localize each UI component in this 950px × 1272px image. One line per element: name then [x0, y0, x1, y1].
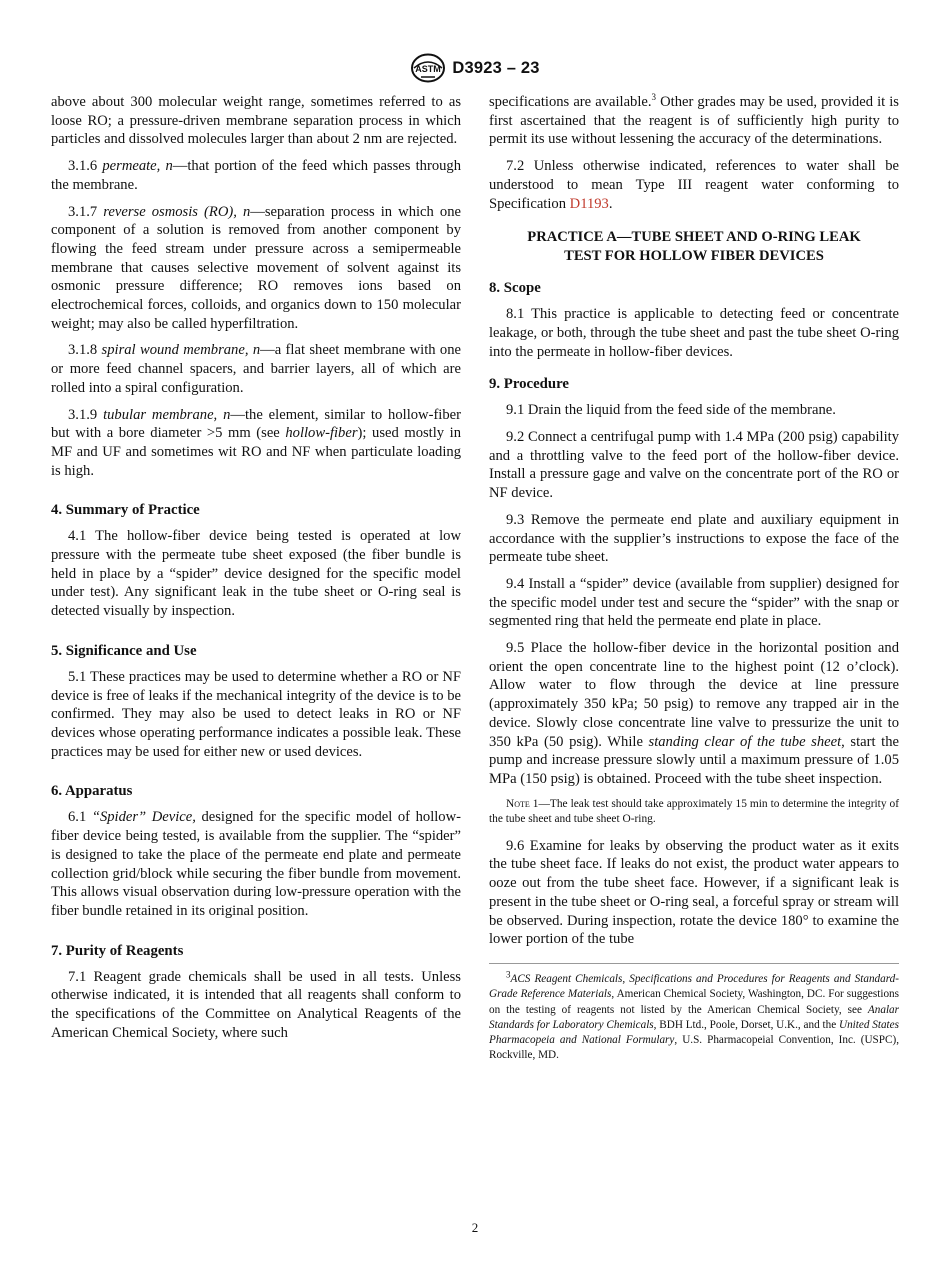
section-heading-9: 9. Procedure: [489, 376, 569, 393]
paragraph-9-6: 9.6 Examine for leaks by observing the product water as it exits the tube sheet face. If leaks do not exist, the product water appears to ooze out from the tube sheet face. However, if a significant leak is present in the tube sheet or O-ring seal, a forceful spray or stream will be observed. During inspection, rotate the device 180° to examine the lower portion of the tube: [489, 837, 899, 948]
paragraph-8-1: 8.1 This practice is applicable to detecting feed or concentrate leakage, or both, through the tube sheet and past the tube sheet O-ring into the permeate in hollow-fiber devices.: [489, 306, 899, 360]
term: tubular membrane, n: [103, 406, 231, 423]
page-header: [0, 50, 950, 86]
specification-link-d1193[interactable]: D1193: [569, 195, 609, 212]
page-number: 2: [471, 1220, 479, 1235]
paragraph-continued: above about 300 molecular weight range, sometimes referred to as loose RO; a pressure-driven membrane separation process in which particles and dissolved molecules larger than about 2 nm are rejected.: [51, 94, 461, 148]
paragraph-9-4: 9.4 Install a “spider” device (available from supplier) designed for the specific model under test and secure the “spider” with the snap or segmented ring that held the permeate end plate in place.: [489, 575, 899, 630]
note-1: Note 1—The leak test should take approximately 15 min to determine the integrity of the tube sheet and tube sheet O-ring.: [489, 797, 899, 825]
footnote-divider: [489, 963, 899, 964]
practice-title: PRACTICE A—TUBE SHEET AND O-RING LEAK TEST FOR HOLLOW FIBER DEVICES: [527, 229, 861, 264]
term: permeate, n: [102, 158, 173, 175]
definition-3-1-8: 3.1.8 spiral wound membrane, n—a flat sheet membrane with one or more feed channel spacers, and barrier layers, all of which are rolled into a spiral configuration.: [51, 342, 461, 396]
section-heading-8: 8. Scope: [489, 280, 541, 297]
section-heading-5: 5. Significance and Use: [51, 642, 197, 659]
document-designation: D3923 – 23: [452, 58, 540, 77]
right-column: [489, 93, 899, 1064]
paragraph-9-5: 9.5 Place the hollow-fiber device in the horizontal position and orient the open concentrate line to the highest point (12 o’clock). Allow water to flow through the device at line pressure (approximately 350 kPa; 50 psig) to remove any trapped air in the device. Slowly close concentrate line valve to pressurize the unit to 350 kPa (50 psig). While standing clear of the tube sheet, start the pump and increase pressure slowly until a maximum pressure of 1.05 MPa (150 psig) is obtained. Proceed with the tube sheet inspection.: [489, 640, 899, 787]
footnote-marker[interactable]: 3: [651, 92, 657, 103]
term: reverse osmosis (RO), n: [103, 203, 251, 220]
astm-logo-icon: [410, 53, 446, 83]
paragraph-7-1-continued: specifications are available.$^3$ Other grades may be used, provided it is first ascertained that the reagent is of sufficiently high purity to permit its use without lessening the accuracy of the determinations.: [489, 92, 899, 148]
definition-3-1-9: 3.1.9 tubular membrane, n—the element, similar to hollow-fiber but with a bore diameter >5 mm (see hollow-fiber); used mostly in MF and UF and sometimes wit RO and NF when particulate loading is high.: [51, 406, 461, 479]
paragraph-5-1: 5.1 These practices may be used to determine whether a RO or NF device is free of leaks if the mechanical integrity of the device is to be confirmed. They may also be used to detect leaks in RO or NF devices whose operating performance indicates a possible leak. These practices may be used for either new or used devices.: [51, 668, 461, 760]
section-heading-6: 6. Apparatus: [51, 783, 133, 800]
term: spiral wound membrane, n: [101, 342, 261, 359]
paragraph-7-1: 7.1 Reagent grade chemicals shall be used in all tests. Unless otherwise indicated, it is intended that all reagents shall conform to the specifications of the Committee on Analytical Reagents of the American Chemical Society, where such: [51, 968, 461, 1041]
left-column: [51, 93, 461, 1050]
definition-3-1-6: 3.1.6 permeate, n—that portion of the feed which passes through the membrane.: [51, 158, 462, 193]
footnote-3: $^3$ACS Reagent Chemicals, Specifications and Procedures for Reagents and Standard-Grade Reference Materials, American Chemical Society, Washington, DC. For suggestions on the testing of reagents not listed by the American Chemical Society, see Analar Standards for Laboratory Chemicals, BDH Ltd., Poole, Dorset, U.K., and the United States Pharmacopeia and National Formulary, U.S. Pharmacopeial Convention, Inc. (USPC), Rockville, MD.: [489, 969, 899, 1062]
section-heading-7: 7. Purity of Reagents: [51, 942, 184, 959]
definition-3-1-7: 3.1.7 reverse osmosis (RO), n—separation process in which one component of a solution is removed from another component by flowing the feed stream under pressure across a semipermeable membrane that causes selective movement of solvent against its osmonic pressure difference; RO removes ions based on electrochemical forces, colloids, and organics down to 150 molecular weight; may also be called hyperfiltration.: [51, 203, 461, 332]
paragraph-7-2: 7.2 Unless otherwise indicated, references to water shall be understood to mean Type III reagent water conforming to Specification D1193.: [489, 158, 899, 212]
paragraph-4-1: 4.1 The hollow-fiber device being tested is operated at low pressure with the permeate tube sheet exposed (the fiber bundle is held in place by a “spider” device designed for the specific model under test). Any significant leak in the tube sheet or O-ring seal is detected visually by inspection.: [51, 528, 461, 620]
svg-text:ASTM: ASTM: [415, 64, 442, 74]
paragraph-9-3: 9.3 Remove the permeate end plate and auxiliary equipment in accordance with the supplier’s instructions to expose the face of the permeate tube sheet.: [489, 511, 899, 566]
paragraph-9-2: 9.2 Connect a centrifugal pump with 1.4 MPa (200 psig) capability and a throttling valve to the feed port of the hollow-fiber device. Install a pressure gage and valve on the concentrate port of the RO or NF device.: [489, 429, 899, 502]
section-heading-4: 4. Summary of Practice: [51, 502, 200, 519]
paragraph-9-1: 9.1 Drain the liquid from the feed side of the membrane.: [506, 402, 836, 419]
paragraph-6-1: 6.1 “Spider” Device, designed for the specific model of hollow-fiber device being tested, is available from the supplier. The “spider” is designed to take the place of the permeate end plate and permeate collection grid/block while securing the fiber bundle from movement. This allows visual observation during low-pressure operation with the fiber bundle retained in its original position.: [51, 809, 462, 919]
